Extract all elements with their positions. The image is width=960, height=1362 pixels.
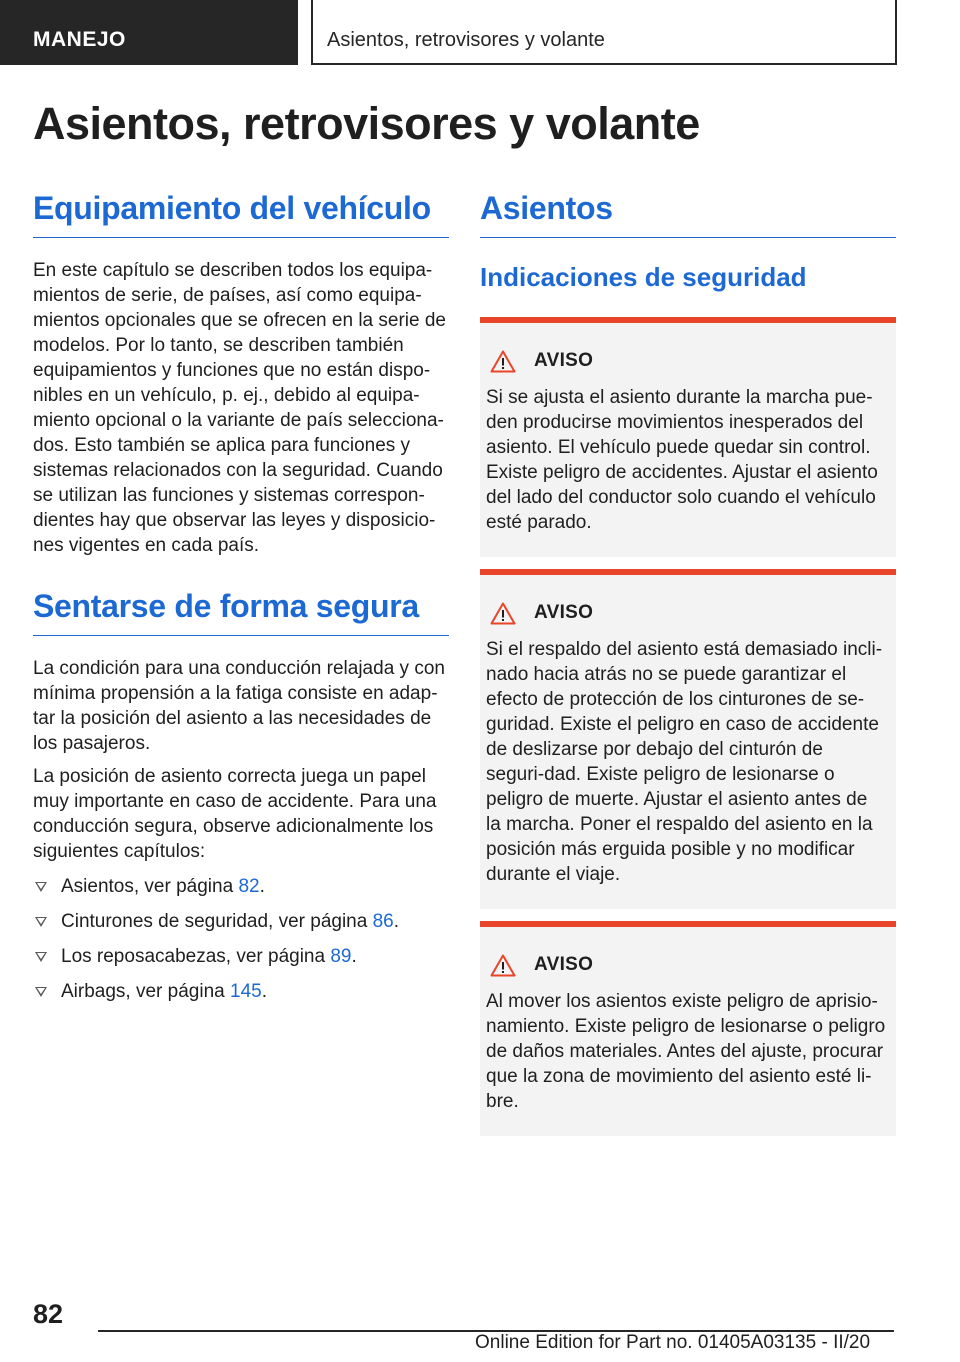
page-title: Asientos, retrovisores y volante bbox=[33, 98, 700, 149]
reference-list bbox=[33, 874, 449, 1004]
warning-label: AVISO bbox=[534, 350, 594, 371]
header-section-label: MANEJO bbox=[33, 28, 126, 51]
warning-box bbox=[480, 569, 896, 909]
reference-text: Asientos, ver página bbox=[61, 876, 239, 897]
list-item bbox=[33, 909, 449, 934]
warning-label: AVISO bbox=[534, 602, 594, 623]
page-link[interactable]: 86 bbox=[372, 911, 394, 932]
warning-box bbox=[480, 921, 896, 1136]
warning-text: Si se ajusta el asiento durante la marcha pue‐den producirse movimientos inesperados del asiento. El vehículo puede quedar sin control. Existe peligro de accidentes. Ajustar el asiento del lado del conductor solo cuando el vehículo esté parado. bbox=[486, 387, 878, 533]
warning-header bbox=[490, 347, 886, 375]
heading-indicaciones: Indicaciones de seguridad bbox=[480, 262, 807, 292]
warning-triangle-icon bbox=[490, 602, 516, 625]
header-chapter-label: Asientos, retrovisores y volante bbox=[327, 29, 605, 51]
warning-triangle-icon bbox=[490, 350, 516, 373]
heading-asientos: Asientos bbox=[480, 190, 896, 238]
paragraph-sentarse-1: La condición para una conducción relajada y con mínima propensión a la fatiga consiste en adap‐tar la posición del asiento a las necesidades de los pasajeros. bbox=[33, 658, 445, 754]
heading-equipamiento: Equipamiento del vehículo bbox=[33, 190, 449, 238]
triangle-bullet-icon bbox=[35, 952, 47, 962]
list-item bbox=[33, 874, 449, 899]
warning-header bbox=[490, 951, 886, 979]
page-link[interactable]: 82 bbox=[238, 876, 260, 897]
warning-box bbox=[480, 317, 896, 557]
triangle-bullet-icon bbox=[35, 917, 47, 927]
page-number: 82 bbox=[33, 1299, 64, 1329]
triangle-bullet-icon bbox=[35, 882, 47, 892]
reference-end: . bbox=[393, 911, 400, 932]
reference-text: Cinturones de seguridad, ver página bbox=[61, 911, 373, 932]
footer-edition: Online Edition for Part no. 01405A03135 - II/20 bbox=[475, 1332, 871, 1353]
warning-triangle-icon bbox=[490, 954, 516, 977]
header-chapter-tab bbox=[311, 0, 897, 65]
list-item bbox=[33, 979, 449, 1004]
triangle-bullet-icon bbox=[35, 987, 47, 997]
page-link[interactable]: 89 bbox=[330, 946, 352, 967]
right-column bbox=[480, 190, 896, 1136]
reference-end: . bbox=[351, 946, 357, 967]
reference-end: . bbox=[259, 876, 265, 897]
warning-header bbox=[490, 599, 886, 627]
page-link[interactable]: 145 bbox=[230, 981, 262, 1002]
heading-sentarse: Sentarse de forma segura bbox=[33, 588, 449, 636]
paragraph-sentarse-2: La posición de asiento correcta juega un papel muy importante en caso de accidente. Para una conducción segura, observe adicionalmente los siguientes capítulos: bbox=[33, 766, 437, 862]
header-section-tab bbox=[0, 0, 298, 65]
left-column bbox=[33, 190, 449, 1014]
warning-text: Si el respaldo del asiento está demasiado incli‐nado hacia atrás no se puede garantizar el efecto de protección de los cinturones de se‐guridad. Existe el peligro en caso de accidente de deslizarse por debajo del cinturón de seguri‐dad. Existe peligro de lesionarse o peligro de muerte. Ajustar el asiento antes de la marcha. Poner el respaldo del asiento en la posición más erguida posible y no modificar durante el viaje. bbox=[486, 639, 883, 885]
reference-text: Airbags, ver página bbox=[61, 981, 230, 1002]
reference-end: . bbox=[261, 981, 267, 1002]
warning-label: AVISO bbox=[534, 954, 594, 975]
paragraph-equipamiento: En este capítulo se describen todos los equipa‐mientos de serie, de países, así como equipa‐mientos opcionales que se ofrecen en la serie de modelos. Por lo tanto, se describen también equipamientos y funciones que no están dispo‐nibles en un vehículo, p. ej., debido al equipa‐miento opcional o la variante de país selecciona‐dos. Esto también se aplica para funciones y sistemas relacionados con la seguridad. Cuando se utilizan las funciones y sistemas correspon‐dientes hay que observar las leyes y disposicio‐nes vigentes en cada país. bbox=[33, 260, 446, 556]
list-item bbox=[33, 944, 449, 969]
reference-text: Los reposacabezas, ver página bbox=[61, 946, 331, 967]
warning-text: Al mover los asientos existe peligro de aprisio‐namiento. Existe peligro de lesionarse o peligro de daños materiales. Antes del ajuste, procurar que la zona de movimiento del asiento esté li‐bre. bbox=[486, 991, 886, 1112]
